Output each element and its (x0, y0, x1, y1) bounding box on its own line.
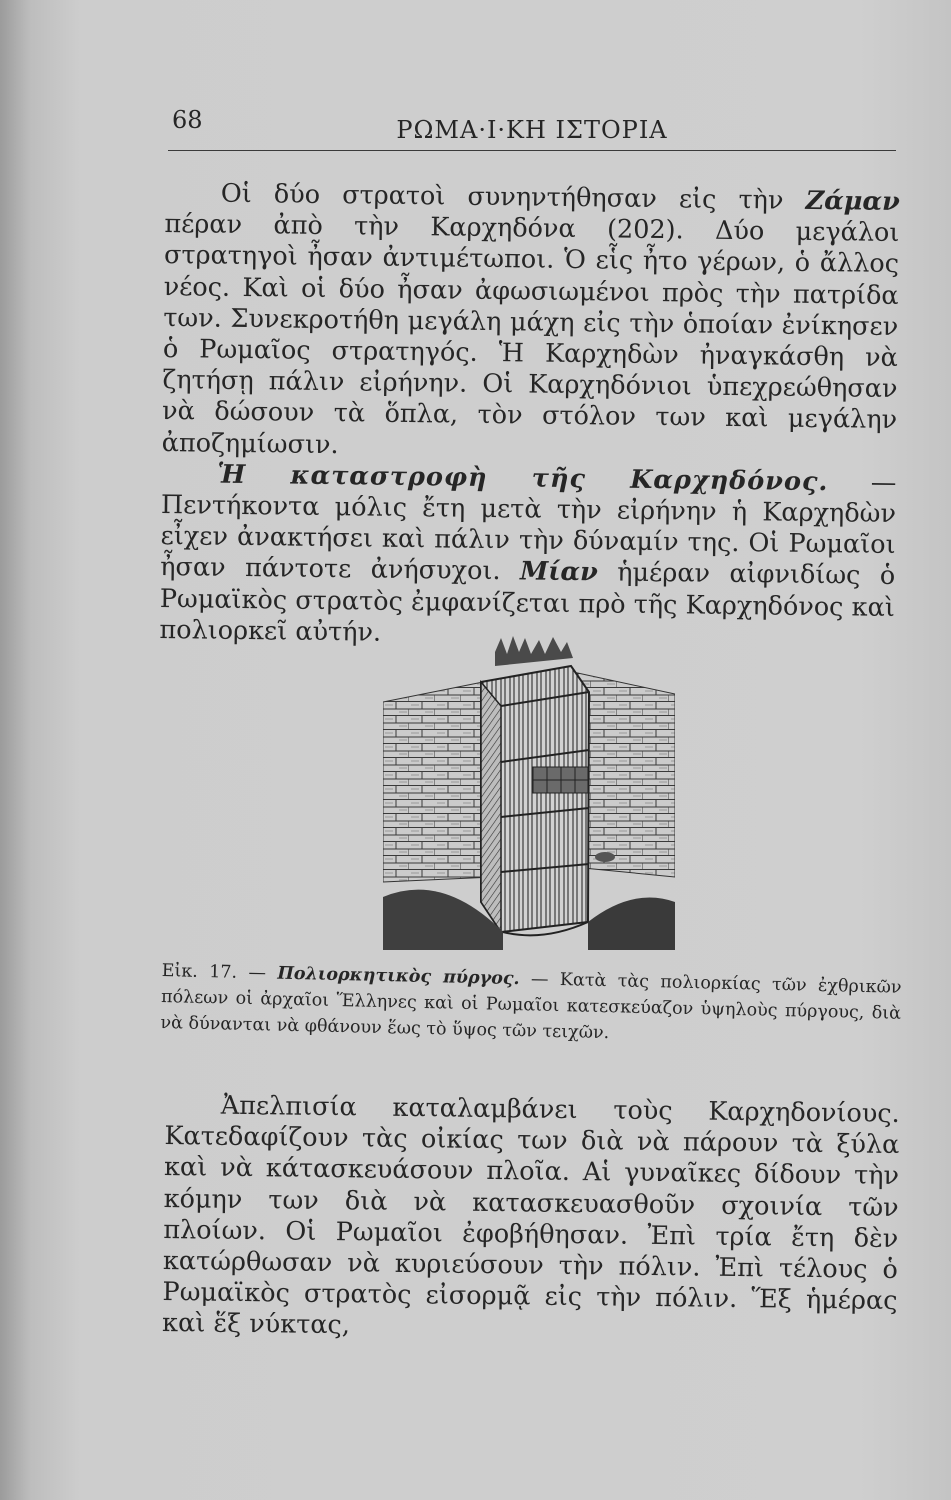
paragraph-zama-text-a: Οἱ δύο στρατοὶ συνηντήθησαν εἰς τὴν (220, 178, 806, 216)
paragraph-zama-text-b: πέραν ἀπὸ τὴν Καρχηδόνα (202). Δύο μεγάλοι στρατηγοὶ ἦσαν ἀντιμέτωποι. Ὁ εἷς ἦτο γέρων, ὁ ἄλλος νέος. Καὶ οἱ δύο ἦσαν ἀφωσιωμένοι πρὸς τὴν πατρίδα των. Συνεκροτήθη μεγάλη μάχη εἰς τὴν ὁποίαν ἐνίκησεν ὁ Ρωμαῖος στρατηγός. Ἡ Καρχηδὼν ἠναγκάσθη νὰ ζητήσῃ πάλιν εἰρήνην. Οἱ Καρχηδόνιοι ὑπεχρεώθησαν νὰ δώσουν τὰ ὅπλα, τὸν στόλον των καὶ μεγάλην ἀποζημίωσιν. (161, 209, 900, 460)
section-heading: Ἡ καταστροφὴ τῆς Καρχηδόνος. (217, 459, 829, 497)
caption-title: Πολιορκητικὸς πύργος. (277, 963, 520, 990)
paragraph-zama (162, 178, 900, 468)
paragraph-destruction-emph: Μίαν (519, 556, 599, 588)
page-number: 68 (172, 106, 203, 134)
caption-text: — Κατὰ τὰς πολιορκίας τῶν ἐχθρικῶν πόλεων οἱ ἀρχαῖοι Ἕλληνες καὶ οἱ Ρωμαῖοι κατεσκεύαζον ὑψηλοὺς πύργους, διὰ νὰ δύνανται νὰ φθάνουν ἕως τὸ ὕψος τῶν τειχῶν. (160, 969, 902, 1044)
place-name-zama: Ζάμαν (805, 185, 900, 217)
lower-text-block (162, 1090, 900, 1349)
paragraph-destruction-text-a: —Πεντήκοντα μόλις ἔτη μετὰ τὴν εἰρήνην ἡ Καρχηδὼν εἶχεν ἀνακτήσει καὶ πάλιν τὴν δύναμίν της. Οἱ Ρωμαῖοι ἦσαν πάντοτε ἀνήσυχοι. (160, 466, 897, 587)
paragraph-destruction-text-b: ἡμέραν αἰφνιδίως ὁ Ρωμαϊκὸς στρατὸς ἐμφανίζεται πρὸ τῆς Καρχηδόνος καὶ πολιορκεῖ αὐτήν. (159, 557, 896, 648)
siege-tower-engraving (383, 632, 675, 950)
caption-label: Εἰκ. 17. — (161, 960, 278, 984)
siege-tower-illustration (383, 632, 675, 950)
paragraph-siege: Ἀπελπισία καταλαμβάνει τοὺς Καρχηδονίους. Κατεδαφίζουν τὰς οἰκίας των διὰ νὰ πάρουν τὰ ξύλα καὶ νὰ κάτασκευάσουν πλοῖα. Αἱ γυναῖκες δίδουν τὴν κόμην των διὰ νὰ κατασκευασθοῦν σχοινία τῶν πλοίων. Οἱ Ρωμαῖοι ἐφοβήθησαν. Ἐπὶ τρία ἔτη δὲν κατώρθωσαν νὰ κυριεύσουν τὴν πόλιν. Ἐπὶ τέλους ὁ Ρωμαϊκὸς στρατὸς εἰσορμᾷ εἰς τὴν πόλιν. Ἕξ ἡμέρας καὶ ἕξ νύκτας, (161, 1090, 900, 1341)
figure-caption (160, 958, 902, 1053)
page-header (168, 100, 896, 151)
paragraph-destruction (159, 459, 896, 655)
upper-text-block (159, 178, 900, 655)
running-title: ΡΩΜΑ·Ι·ΚΗ ΙΣΤΟΡΙΑ (396, 116, 668, 144)
